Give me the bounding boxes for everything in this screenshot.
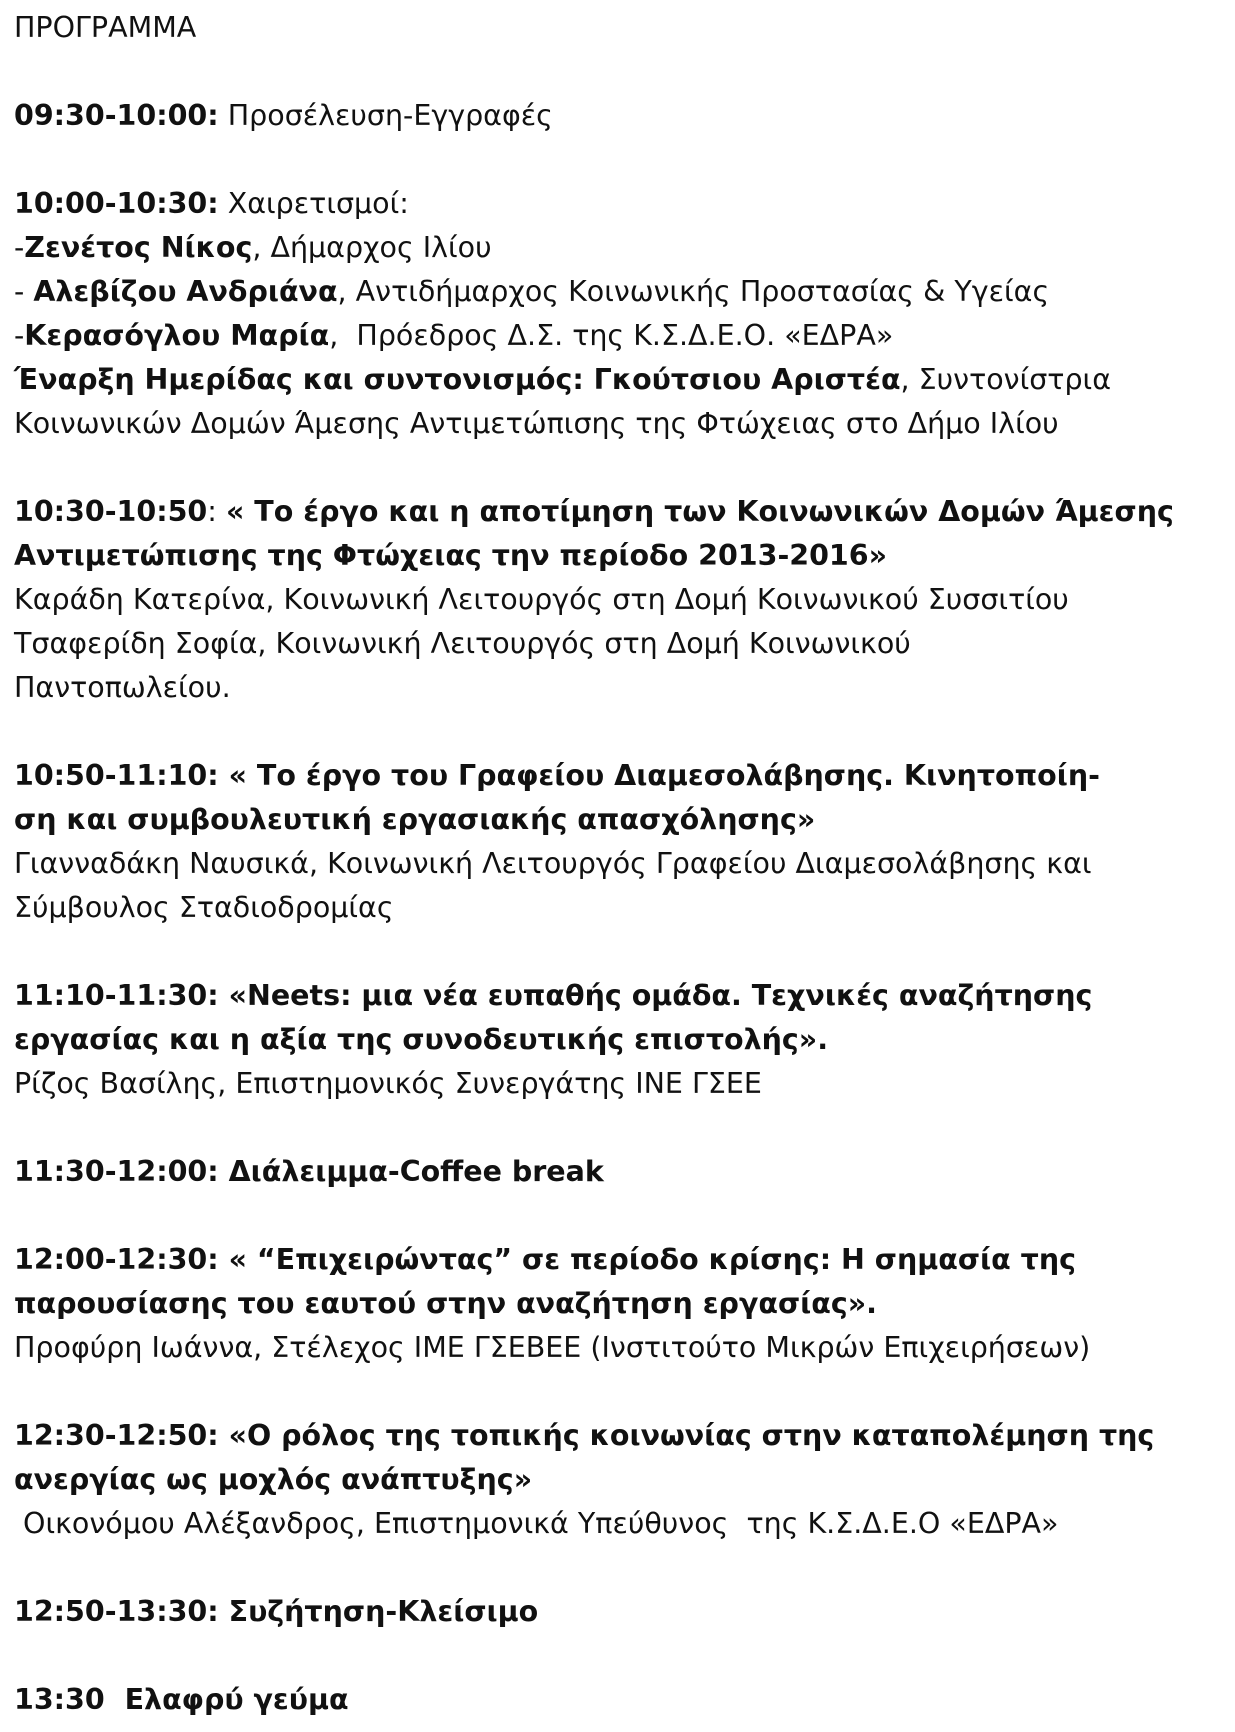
session-line xyxy=(14,754,1221,798)
greeter-name: Κερασόγλου Μαρία xyxy=(24,319,330,352)
session-self-presentation xyxy=(14,1238,1221,1370)
session-title: « Το έργο του Γραφείου Διαμεσολάβησης. Κινητοποίη- xyxy=(218,759,1100,792)
session-time: 13:30 xyxy=(14,1683,105,1716)
session-line xyxy=(14,490,1221,534)
greeter-line xyxy=(14,226,1221,270)
session-line xyxy=(14,1150,1221,1194)
speaker: Ρίζος Βασίλης, Επιστημονικός Συνεργάτης ΙΝΕ ΓΣΕΕ xyxy=(14,1067,762,1100)
page-title: ΠΡΟΓΡΑΜΜΑ xyxy=(14,11,197,44)
session-time: 11:10-11:30: xyxy=(14,979,219,1012)
greeter-role: , Δήμαρχος Ιλίου xyxy=(252,231,492,264)
session-title-cont: ανεργίας ως μοχλός ανάπτυξης» xyxy=(14,1463,533,1496)
session-title-cont: εργασίας και η αξία της συνοδευτικής επιστολής». xyxy=(14,1023,829,1056)
session-line xyxy=(14,1238,1221,1282)
session-local-society xyxy=(14,1414,1221,1546)
session-line xyxy=(14,182,1221,226)
session-title: «Neets: μια νέα ευπαθής ομάδα. Τεχνικές αναζήτησης xyxy=(218,979,1093,1012)
speaker-cont: Σύμβουλος Σταδιοδρομίας xyxy=(14,891,394,924)
dash: - xyxy=(14,319,25,352)
session-time: 11:30-12:00: xyxy=(14,1155,219,1188)
dash: - xyxy=(14,275,34,308)
opening-title: Έναρξη Ημερίδας και συντονισμός: Γκούτσιου Αριστέα xyxy=(14,363,901,396)
speaker: Τσαφερίδη Σοφία, Κοινωνική Λειτουργός στη Δομή Κοινωνικού xyxy=(14,627,911,660)
session-neets xyxy=(14,974,1221,1106)
session-title: « “Επιχειρώντας” σε περίοδο κρίσης: Η σημασία της xyxy=(218,1243,1077,1276)
session-line xyxy=(14,974,1221,1018)
opening-line xyxy=(14,358,1221,402)
coordinator-role-cont: Κοινωνικών Δομών Άμεσης Αντιμετώπισης της Φτώχειας στο Δήμο Ιλίου xyxy=(14,407,1059,440)
session-text: Ελαφρύ γεύμα xyxy=(104,1683,349,1716)
greeter-name: Αλεβίζου Ανδριάνα xyxy=(33,275,338,308)
session-discussion xyxy=(14,1590,1221,1634)
greeter-line xyxy=(14,314,1221,358)
session-lunch xyxy=(14,1678,1221,1722)
greeter-line xyxy=(14,270,1221,314)
speaker: Γιανναδάκη Ναυσικά, Κοινωνική Λειτουργός Γραφείου Διαμεσολάβησης και xyxy=(14,847,1092,880)
session-time: 09:30-10:00: xyxy=(14,99,219,132)
greeter-name: Ζενέτος Νίκος xyxy=(24,231,253,264)
session-title: « Το έργο και η αποτίμηση των Κοινωνικών Δομών Άμεσης xyxy=(225,495,1174,528)
session-title-cont: ση και συμβουλευτική εργασιακής απασχόλησης» xyxy=(14,803,816,836)
session-time: 10:50-11:10: xyxy=(14,759,219,792)
session-social-structures xyxy=(14,490,1221,710)
session-text: Προσέλευση-Εγγραφές xyxy=(218,99,553,132)
session-title-cont: παρουσίασης του εαυτού στην αναζήτηση εργασίας». xyxy=(14,1287,877,1320)
session-colon: : xyxy=(207,495,226,528)
session-line xyxy=(14,1678,1221,1722)
session-line xyxy=(14,1414,1221,1458)
session-line xyxy=(14,1590,1221,1634)
session-text: Διάλειμμα-Coffee break xyxy=(218,1155,604,1188)
session-arrival xyxy=(14,94,1221,138)
session-break xyxy=(14,1150,1221,1194)
session-title: «Ο ρόλος της τοπικής κοινωνίας στην καταπολέμηση της xyxy=(218,1419,1155,1452)
session-greetings xyxy=(14,182,1221,446)
greeter-role: , Αντιδήμαρχος Κοινωνικής Προστασίας & Υγείας xyxy=(337,275,1050,308)
speaker: Οικονόμου Αλέξανδρος, Επιστημονικά Υπεύθυνος της Κ.Σ.Δ.Ε.Ο «ΕΔΡΑ» xyxy=(14,1507,1059,1540)
session-time: 10:30-10:50 xyxy=(14,495,208,528)
session-text: Συζήτηση-Κλείσιμο xyxy=(218,1595,539,1628)
session-time: 12:30-12:50: xyxy=(14,1419,219,1452)
session-time: 12:00-12:30: xyxy=(14,1243,219,1276)
speaker: Καράδη Κατερίνα, Κοινωνική Λειτουργός στη Δομή Κοινωνικού Συσσιτίου xyxy=(14,583,1069,616)
speaker: Προφύρη Ιωάννα, Στέλεχος ΙΜΕ ΓΣΕΒΕΕ (Ινστιτούτο Μικρών Επιχειρήσεων) xyxy=(14,1331,1091,1364)
dash: - xyxy=(14,231,25,264)
session-mediation-office xyxy=(14,754,1221,930)
coordinator-role: , Συντονίστρια xyxy=(900,363,1111,396)
session-time: 10:00-10:30: xyxy=(14,187,219,220)
session-title-cont: Αντιμετώπισης της Φτώχειας την περίοδο 2013-2016» xyxy=(14,539,888,572)
session-line xyxy=(14,94,1221,138)
session-time: 12:50-13:30: xyxy=(14,1595,219,1628)
greeter-role: , Πρόεδρος Δ.Σ. της Κ.Σ.Δ.Ε.Ο. «ΕΔΡΑ» xyxy=(329,319,894,352)
speaker-cont: Παντοπωλείου. xyxy=(14,671,231,704)
session-text: Χαιρετισμοί: xyxy=(218,187,409,220)
